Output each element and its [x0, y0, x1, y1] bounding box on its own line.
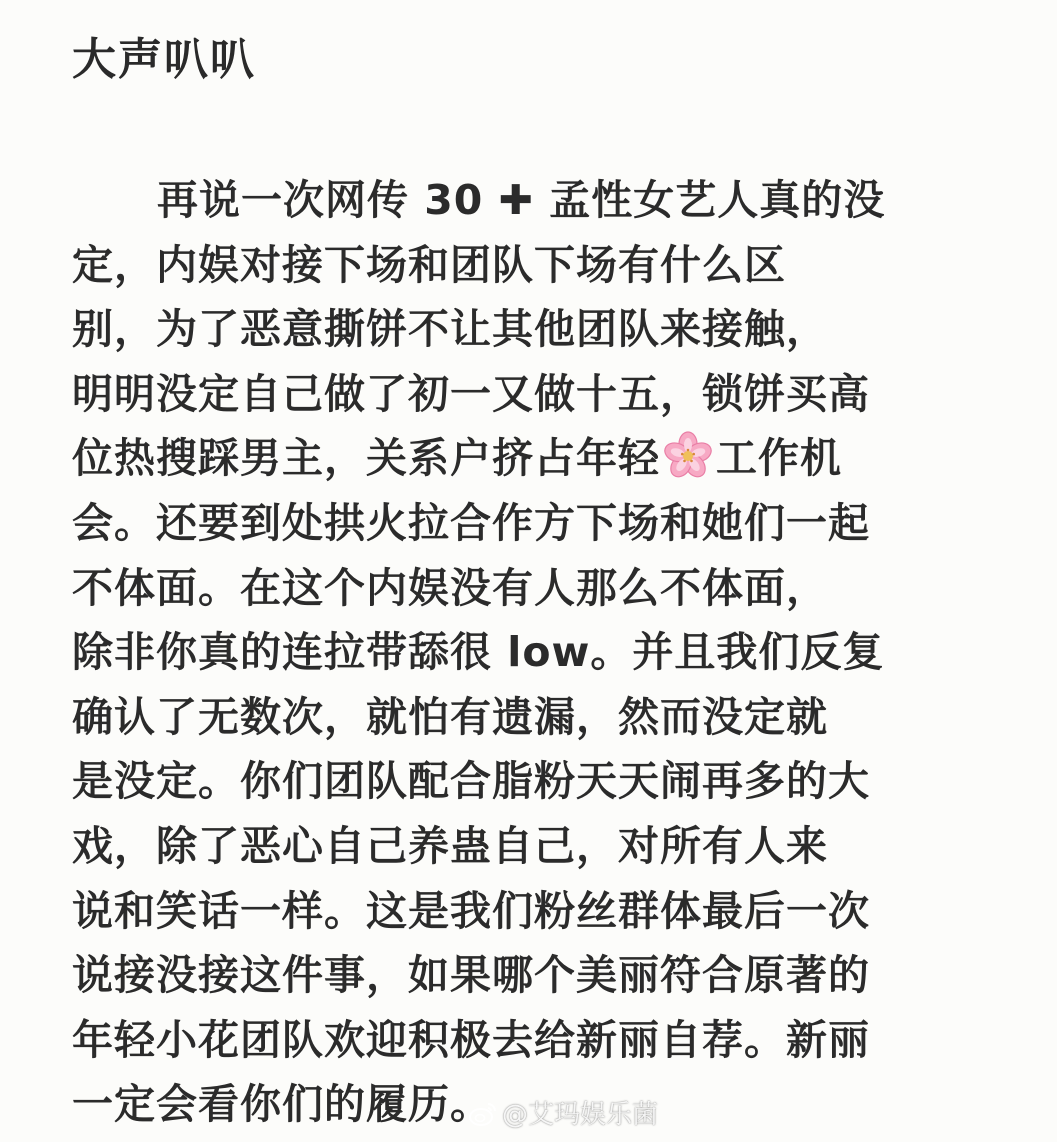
- body-line-with-icon: [72, 426, 992, 491]
- body-line: 除非你真的连拉带舔很 low。并且我们反复: [72, 628, 885, 677]
- body-line: 确认了无数次，就怕有遗漏，然而没定就: [72, 692, 828, 741]
- cherry-blossom-icon: [662, 430, 714, 482]
- body-line-text: 位热搜踩男主，关系户挤占年轻: [72, 434, 660, 483]
- body-line: 明明没定自己做了初一又做十五，锁饼买高: [72, 369, 870, 418]
- body-line-text: 工作机: [716, 434, 842, 483]
- body-line: 说和笑话一样。这是我们粉丝群体最后一次: [72, 886, 870, 935]
- weibo-logo-icon: [468, 1099, 498, 1129]
- body-line: 定，内娱对接下场和团队下场有什么区: [72, 240, 786, 289]
- body-line: 说接没接这件事，如果哪个美丽符合原著的: [72, 951, 870, 1000]
- body-line: 再说一次网传 30 ✚ 孟性女艺人真的没: [157, 176, 886, 224]
- post-body: [72, 168, 992, 1137]
- body-line: 不体面。在这个内娱没有人那么不体面，: [72, 563, 828, 612]
- body-line: 会。还要到处拱火拉合作方下场和她们一起: [72, 498, 870, 547]
- weibo-watermark: [468, 1095, 658, 1135]
- post-title: 大声叭叭: [72, 34, 256, 85]
- watermark-text: @艾玛娱乐菌: [502, 1100, 659, 1130]
- body-line: 是没定。你们团队配合脂粉天天闹再多的大: [72, 757, 870, 806]
- body-line: 一定会看你们的履历。: [72, 1080, 492, 1129]
- body-line: 戏，除了恶心自己养蛊自己，对所有人来: [72, 821, 828, 870]
- body-line: 年轻小花团队欢迎积极去给新丽自荐。新丽: [72, 1015, 870, 1064]
- body-line: 别，为了恶意撕饼不让其他团队来接触，: [72, 305, 828, 354]
